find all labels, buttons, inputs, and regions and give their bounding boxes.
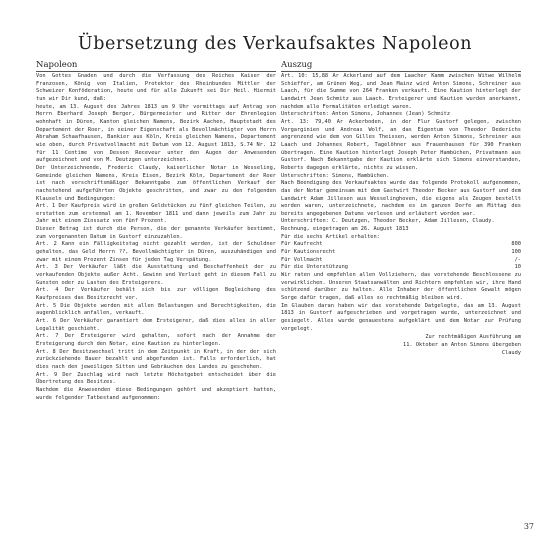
amount-value: 800 — [511, 241, 521, 248]
paragraph: Art. 13: 79,40 Ar Ackerboden, in der Flur Gustorf gelegen, zwischen Vorgarginien und Andreas Wolf, an das Eigentum von Theodor Dederichs angrenzend wie dem von Gilles Theissen, werden Anton Simons, Schreiner aus Laach und Johannes Robert, Tagelöhner aus Frauenhausen für 390 Franken übertragen. Eine Kaution hinterlegt Joseph Peter Hambüchen, Privatmann aus Gustorf. Nach Bekanntgabe der Kaution erklärte sich Simons einverstanden, Roberts dagegen erklärte, nichts zu wissen. — [281, 118, 521, 171]
paragraph: Art. 2 Kann ein Fälligkeitstag nicht gezahlt werden, ist der Schuldner gehalten, das Geld Herrn ??, Bevollmächtigter in Düren, auszuhändigen und zwar mit einem Prozent Zinsen für jeden Tag Verspätung. — [36, 241, 276, 263]
signature: Claudy — [501, 349, 521, 356]
paragraph: Art. 4 Der Verkäufer behält sich bis zur völligen Begleichung des Kaufpreises das Besitzrecht vor. — [36, 287, 276, 302]
page-number: 37 — [523, 522, 534, 531]
amount-label: Für Vollmacht — [281, 256, 323, 263]
paragraph: Wir raten und empfehlen allen Vollziehern, das vorstehende Beschlossene zu verwirklichen. Unseren Staatsanwälten und Richtern empfehlen wir, ihre Hand schützend darüber zu halten. Alle Inhaber der öffentlichen Gewalt mögen Sorge dafür tragen, daß alles so rechtmäßig bleiben wird. — [281, 272, 521, 301]
left-column — [36, 60, 276, 402]
paragraph: Im Glauben daran haben wir das vorstehende Datgelegte, das am 13. August 1813 in Gustorf aufgeschrieben und vorgetragen wurde, unterzeichnet und gesiegelt. Alles wurde genauestens aufgeklärt und dem Notar zur Prüfung vorgelegt. — [281, 302, 521, 332]
paragraph: Dieser Betrag ist durch die Person, die der genannte Verkäufer bestimmt, zum vorgenannten Datum in Gustorf einzuzahlen. — [36, 226, 276, 240]
amount-row — [281, 264, 521, 272]
paragraph: Rechnung, eingetragen am 26. August 1813 — [281, 226, 409, 233]
paragraph: Art. 10: 15,88 Ar Ackerland auf dem Laacher Kamm zwischen Witwe Wilhelm Schieffer, am Grünen Weg, und Jean Mainz wird Anton Simons, Schreiner aus Laach, für die Summe von 264 Franken verkauft. Eine Kaution hinterlegt der Landwirt Jean Schmitz aus Laach. Ersteigerer und Kaution wurden anerkannt, nachdem alle Formalitäten erledigt waren. — [281, 73, 521, 110]
right-body — [281, 73, 521, 357]
amount-value: /- — [514, 256, 521, 263]
paragraph: Von Gottes Gnaden und durch die Verfassung des Reiches Kaiser der Franzosen, König von Italien, Protektor des Rheinbundes Mittler der Schweizer Konföderation, heute und für alle Zukunft sei Dir Heil. Hiermit tun wir Dir kund, daß: — [36, 73, 276, 102]
closing-block — [281, 334, 521, 357]
amount-row — [281, 249, 521, 257]
amount-label: Für Kaufrecht — [281, 241, 323, 248]
right-column — [281, 60, 521, 357]
right-heading: Auszug — [281, 60, 521, 72]
paragraph: Art. 6 Der Verkäufer garantiert dem Ersteigerer, daß dies alles in aller Legalität geschieht. — [36, 318, 276, 332]
paragraph: Art. 1 Der Kaufpreis wird in großen Geldstücken zu fünf gleichen Teilen, zu erstatten zum erstenmal am 1. November 1811 und dann jeweils zum Jahr zu Jahr mit einem Zinssatz von fünf Prozent. — [36, 203, 276, 225]
paragraph: Nachdem die Anwesenden diese Bedingungen gehört und akzeptiert hatten, wurde folgender Tatbestand aufgenommen: — [36, 386, 276, 401]
paragraph: Art. 8 Der Besitzwechsel tritt in dem Zeitpunkt in Kraft, in der der sich zurückziehende Bauer bezahlt und abgefunden ist. Falls erforderlich, hat dies nach den jeweiligen Sitten und Gebräuchen des Landes zu geschehen. — [36, 348, 276, 370]
paragraph: Art. 3 Der Verkäufer läßt die Ausstattung und Beschaffenheit der zu verkaufenden Objekte außer Acht. Gewinn und Verlust geht in diesem Fall zu Gunsten oder zu Lasten des Ersteigerers. — [36, 264, 276, 286]
paragraph: heute, am 13. August des Jahres 1813 um 9 Uhr vormittags auf Antrag von Herrn Eberhard Joseph Berger, Bürgermeister und Ritter der Ehrenlegion wohnhaft in Düren, Kanton gleichen Namens, Bezirk Aachen, Hauptstadt des Departement der Roer, in seiner Eigenschaft als Bevollmächtigter von Herrn Abraham Schaafhausen, Bankier aus Köln, Kreis gleichen Namens, Departement wie oben, durch Privatvollmacht mit Datum vom 12. August 1813, S.74 Nr. 12 für 11 Centime von Dessen Receveur unter den Augen der Anwesenden aufgezeichnet und von M. Deutzgen unterzeichnet. — [36, 103, 276, 164]
paragraph: Nach Beendigung des Verkaufsaktes wurde das folgende Protokoll aufgenommen, das der Notar gemeinsam mit dem Gastwirt Theodor Becker aus Gustorf und dem Landwirt Adam Jillesen aus Wesselinghoven, die eigens als Zeugen bestellt worden waren, unterzeichnete, nachdem es im ganzen Dorfe am Mittag des bereits angegebenen Datums verlesen und erläutert worden war. — [281, 180, 521, 217]
paragraph: Unterschriften: C. Deutzgen, Theodor Becker, Adam Jillesen, Claudy. — [281, 218, 495, 225]
amount-label: Für Kautionsrecht — [281, 249, 336, 256]
amount-row — [281, 257, 521, 265]
paragraph: Art. 9 Der Zuschlag wird nach letzte Höchstgebot entscheidet über die Übertretung des Besitzes. — [36, 371, 276, 386]
amount-value: 100 — [511, 249, 521, 256]
closing-line: 11. Oktober an Anton Simons übergeben — [403, 341, 521, 348]
amount-label: Für die Unterstützung — [281, 264, 348, 271]
paragraph: Art. 7 Der Ersteigerer wird gehalten, sofort nach der Annahme der Ersteigerung durch den Notar, eine Kaution zu hinterlegen. — [36, 333, 276, 347]
closing-line: Zur rechtmäßigen Ausführung am — [425, 334, 521, 341]
paragraph: Unterschriften: Simons, Hambüchen. — [281, 172, 390, 179]
paragraph: Art. 5 Die Objekte werden mit allen Belastungen und Berechtigkeiten, die augenblicklich anfallen, verkauft. — [36, 302, 276, 317]
amount-value: 10 — [514, 264, 521, 271]
left-heading: Napoleon — [36, 60, 276, 72]
amounts-list — [281, 241, 521, 272]
left-body — [36, 73, 276, 402]
page-title: Übersetzung des Verkaufsaktes Napoleon — [77, 34, 473, 54]
amount-row — [281, 241, 521, 249]
paragraph: Für die sechs Artikel erhalten: — [281, 233, 380, 240]
paragraph: Der Unterzeichnende, Frederic Claudy, kaiserlicher Notar in Wesseling, Gemeinde gleichen Namens, Kreis Eisen, Bezirk Köln, Departement der Roer ist nach vorschriftsmäßiger Bekanntgabe zum öffentlichen Verkauf der nachstehend aufgeführten Objekte geschritten, und zwar zu den folgenden Klauseln und Bedingungen: — [36, 164, 276, 202]
paragraph: Unterschriften: Anton Simons, Johannes (Jean) Schmitz — [281, 111, 451, 118]
